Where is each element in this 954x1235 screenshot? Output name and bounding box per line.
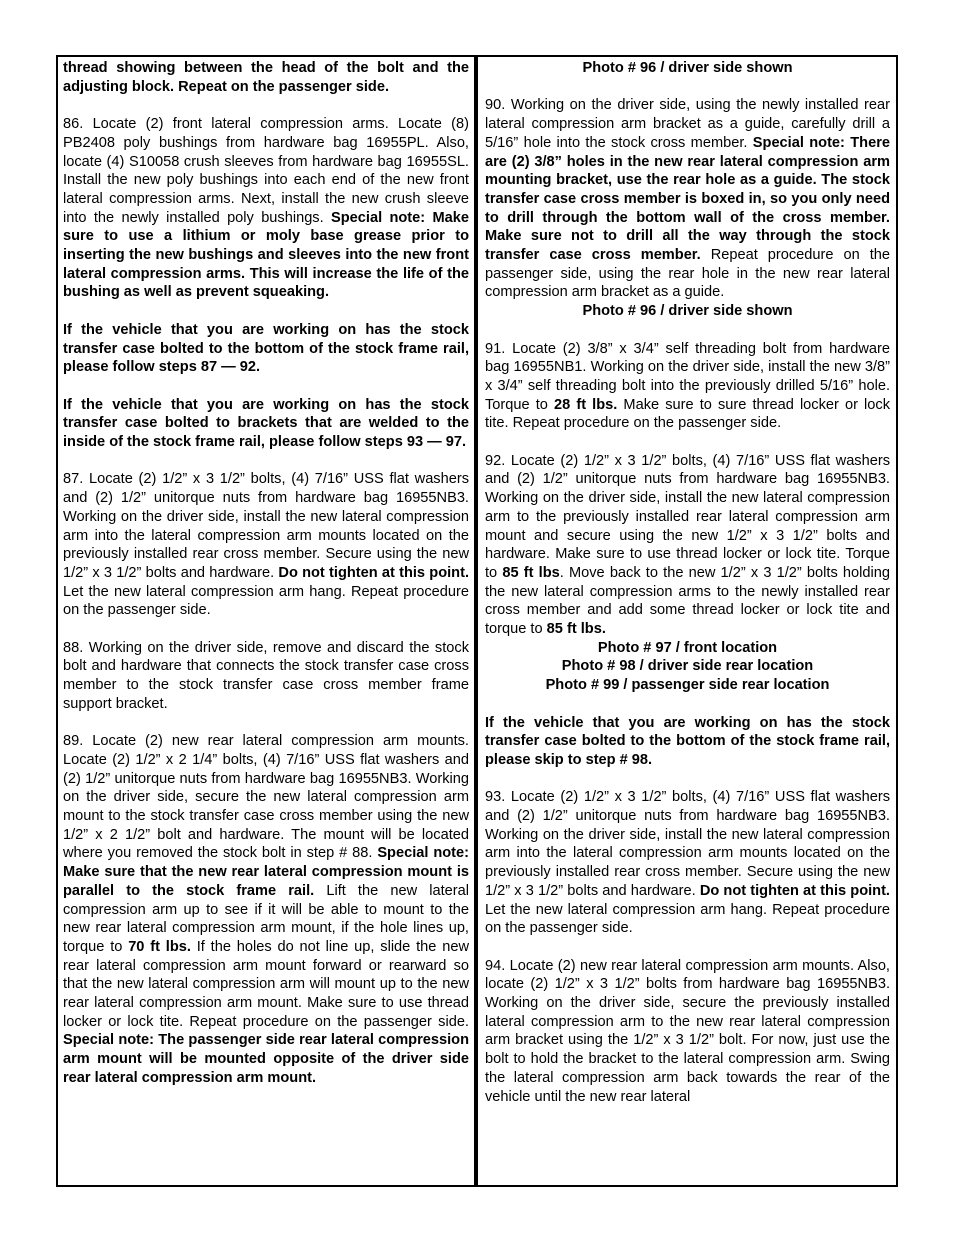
step-91-text-end: Make sure to sure thread locker or lock tite. Repeat procedure on the passenger side. bbox=[485, 396, 891, 432]
step-89-note: Special note: Make sure that the new rear lateral compression mount is parallel to the stock frame rail. bbox=[63, 845, 470, 899]
step-93-text-end: Let the new lateral compression arm hang. Repeat procedure on the passenger side. bbox=[485, 901, 890, 937]
step-87-text-end: Let the new lateral compression arm hang. Repeat procedure on the passenger side. bbox=[63, 583, 469, 619]
step-88: 88. Working on the driver side, remove and discard the stock bolt and hardware that connects the stock transfer case cross member to the stock transfer case cross member frame support bracket. bbox=[63, 639, 469, 712]
step-91 bbox=[485, 340, 890, 434]
step-92 bbox=[485, 452, 890, 639]
paragraph-continuation: thread showing between the head of the bolt and the adjusting block. Repeat on the passenger side. bbox=[63, 60, 469, 95]
step-87 bbox=[63, 470, 469, 620]
step-89-note-2: Special note: The passenger side rear lateral compression arm mount will be mounted opposite of the driver side rear lateral compression arm mount. bbox=[63, 1032, 469, 1086]
condition-note-3: If the vehicle that you are working on has the stock transfer case bolted to the bottom of the stock frame rail, please skip to step # 98. bbox=[485, 714, 890, 768]
left-column bbox=[63, 59, 469, 1088]
step-94: 94. Locate (2) new rear lateral compression arm mounts. Also, locate (2) 1/2” x 3 1/2” bolts from hardware bag 16955NB3. Working on the driver side, secure the previously installed lateral compression arm to the new rear lateral compression arm bracket using the 1/2” x 3 1/2” bolt. For now, just use the bolt to hold the bracket to the lateral compression arm. Swing the lateral compression arm back towards the rear of the vehicle until the new rear lateral bbox=[485, 957, 890, 1105]
column-divider bbox=[474, 55, 478, 1187]
step-86 bbox=[63, 115, 469, 302]
step-89-torque: 70 ft lbs. bbox=[128, 938, 191, 955]
condition-note-2: If the vehicle that you are working on has the stock transfer case bolted to brackets that are welded to the inside of the stock frame rail, please follow steps 93 — 97. bbox=[63, 396, 469, 451]
photo-caption-97: Photo # 97 / front location bbox=[597, 639, 778, 656]
step-90-text-end: Repeat procedure on the passenger side, using the rear hole in the new rear lateral compression arm bracket as a guide. bbox=[485, 247, 890, 301]
photo-caption-98: Photo # 98 / driver side rear location bbox=[561, 658, 814, 675]
photo-caption-96a: Photo # 96 / driver side shown bbox=[582, 60, 793, 76]
step-87-text: 87. Locate (2) 1/2” x 3 1/2” bolts, (4) 7/16” USS flat washers and (2) 1/2” unitorque nuts from hardware bag 16955NB3. Working on the driver side, install the new lateral compression arm into the lateral compression arm mounts located on the previously installed rear cross member. Secure using the new 1/2” x 3 1/2” bolts and hardware. bbox=[63, 471, 469, 581]
condition-note-1: If the vehicle that you are working on has the stock transfer case bolted to the bottom of the stock frame rail, please follow steps 87 — 92. bbox=[63, 321, 469, 376]
step-93-text: 93. Locate (2) 1/2” x 3 1/2” bolts, (4) 7/16” USS flat washers and (2) 1/2” unitorque nuts from hardware bag 16955NB3. Working on the driver side, install the new lateral compression arm into the lateral compression arm mounts located on the previously installed rear cross member. Secure using the new 1/2” x 3 1/2” bolts and hardware. bbox=[485, 789, 890, 899]
step-92-text-2: . Move back to the new 1/2” x 3 1/2” bolts holding the new lateral compression arms to the newly installed rear cross member and add some thread locker or lock tite and torque to bbox=[485, 564, 890, 638]
step-89 bbox=[63, 732, 469, 1087]
step-86-text: 86. Locate (2) front lateral compression arms. Locate (8) PB2408 poly bushings from hardware bag 16955PL. Also, locate (4) S10058 crush sleeves from hardware bag 16955SL. Install the new poly bushings into each end of the new front lateral compression arms. Next, install the new crush sleeve into the newly installed poly bushings. bbox=[63, 116, 469, 226]
photo-caption-96b: Photo # 96 / driver side shown bbox=[582, 303, 793, 320]
step-89-text-2: Lift the new lateral compression arm up to see if it will be able to mount to the new rear lateral compression arm mount, if the hole lines up, torque to bbox=[63, 882, 469, 955]
step-93 bbox=[485, 788, 890, 938]
step-91-torque: 28 ft lbs. bbox=[554, 396, 618, 413]
step-92-torque: 85 ft lbs bbox=[502, 564, 560, 581]
step-93-warning: Do not tighten at this point. bbox=[699, 882, 890, 899]
step-89-text: 89. Locate (2) new rear lateral compression arm mounts. Locate (2) 1/2” x 2 1/4” bolts, (4) 7/16” USS flat washers and (2) 1/2” unitorque nuts from hardware bag 16955NB3. Working on the driver side, secure the new lateral compression arm mount to the stock transfer case cross member using the new 1/2” x 2 1/2” bolt and hardware. The mount will be located where you removed the stock bolt in step # 88. bbox=[63, 733, 469, 862]
step-91-text: 91. Locate (2) 3/8” x 3/4” self threading bolt from hardware bag 16955NB1. Working on the driver side, install the new 3/8” x 3/4” self threading bolt into the previously drilled 5/16” hole. Torque to bbox=[485, 340, 890, 413]
step-92-torque-2: 85 ft lbs. bbox=[546, 621, 606, 638]
step-90-note: Special note: There are (2) 3/8” holes in the new rear lateral compression arm mounting bracket, use the rear hole as a guide. The stock transfer case cross member is boxed in, so you only need to drill through the bottom wall of the cross member. Make sure not to drill all the way through the stock transfer case cross member. bbox=[485, 134, 890, 264]
right-column bbox=[485, 59, 890, 1106]
step-90-text: 90. Working on the driver side, using the newly installed rear lateral compression arm bracket as a guide, carefully drill a 5/16” hole into the stock cross member. bbox=[485, 97, 890, 151]
step-87-warning: Do not tighten at this point. bbox=[278, 564, 469, 581]
photo-caption-99: Photo # 99 / passenger side rear location bbox=[545, 677, 830, 694]
step-89-text-3: If the holes do not line up, slide the new rear lateral compression arm mount forward or rearward so that the new lateral compression arm will mount up to the new rear lateral compression arm mount. Make sure to use thread locker or lock tite. Repeat procedure on the passenger side. bbox=[63, 938, 469, 1030]
step-90 bbox=[485, 96, 890, 302]
step-86-note: Special note: Make sure to use a lithium or moly base grease prior to inserting the new bushings and sleeves into the new front lateral compression arms. This will increase the life of the bushing as well as prevent squeaking. bbox=[63, 209, 469, 301]
step-92-text: 92. Locate (2) 1/2” x 3 1/2” bolts, (4) 7/16” USS flat washers and (2) 1/2” unitorque nuts from hardware bag 16955NB3. Working on the driver side, install the new lateral compression arm to the previously installed rear lateral compression arm mount and secure using the new 1/2” x 3 1/2” bolts and hardware. Make sure to use thread locker or lock tite. Torque to bbox=[485, 452, 890, 581]
